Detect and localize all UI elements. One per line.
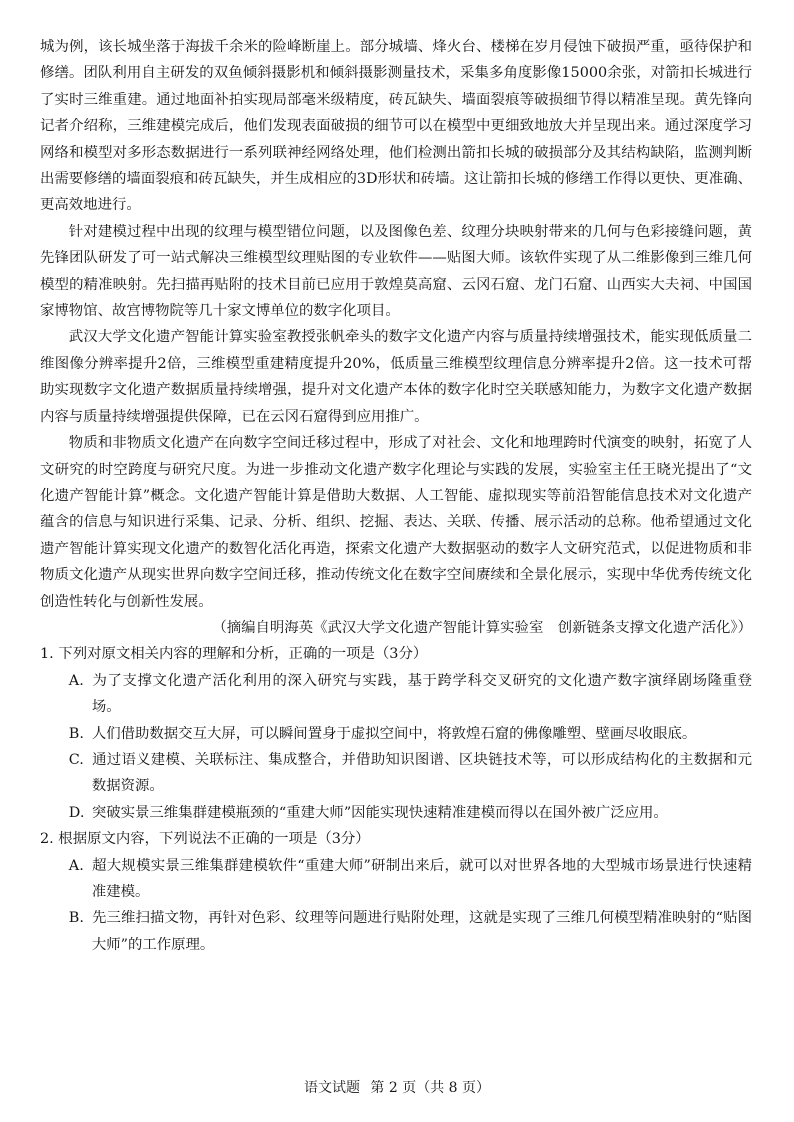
option-text: 为了支撑文化遗产活化利用的深入研究与实践，基于跨学科交叉研究的文化遗产数字演绎剧场隆重登场。 [91,672,752,716]
option-letter: C. [68,751,84,768]
option-text: 先三维扫描文物，再针对色彩、纹理等问题进行贴附处理，这就是实现了三维几何模型精准映射的“贴图大师”的工作原理。 [91,910,752,953]
footer-page-number: 第 2 页（共 8 页） [370,1080,491,1096]
question-1-option-d [69,800,752,826]
option-letter: D. [68,804,85,821]
option-text: 人们借助数据交互大屏，可以瞬间置身于虚拟空间中，将敦煌石窟的佛像雕塑、壁画尽收眼底。 [91,725,697,742]
question-1 [40,641,752,826]
passage-paragraph-2: 针对建模过程中出现的纹理与模型错位问题，以及图像色差、纹理分块映射带来的几何与色彩接缝问题，黄先锋团队研发了可一站式解决三维模型纹理贴图的专业软件——贴图大师。该软件实现了从二维影像到三维几何模型的精准映射。先扫描再贴附的技术目前已应用于敦煌莫高窟、云冈石窟、龙门石窟、山西实大夫祠、中国国家博物馆、故宫博物院等几十家文博单位的数字化项目。 [40,223,752,320]
passage-source-citation: （摘编自明海英《武汉大学文化遗产智能计算实验室 创新链条支撑文化遗产活化》） [212,619,752,636]
passage-paragraph-1: 城为例，该长城坐落于海拔千余米的险峰断崖上。部分城墙、烽火台、楼梯在岁月侵蚀下破损严重，亟待保护和修缮。团队利用自主研发的双鱼倾斜摄影机和倾斜摄影测量技术，采集多角度影像15000余张，对箭扣长城进行了实时三维重建。通过地面补拍实现局部毫米级精度，砖瓦缺失、墙面裂痕等破损细节得以精准呈现。黄先锋向记者介绍称，三维建模完成后，他们发现表面破损的细节可以在模型中更细致地放大并呈现出来。通过深度学习网络和模型对多形态数据进行一系列联神经网络处理，他们检测出箭扣长城的破损部分及其结构缺陷，监测判断出需要修缮的墙面裂痕和砖瓦缺失，并生成相应的3D形状和砖墙。这让箭扣长城的修缮工作得以更快、更准确、更高效地进行。 [40,39,752,214]
option-letter: A. [68,857,84,874]
question-2-option-a [69,853,752,906]
question-1-option-a [69,668,752,721]
option-text: 通过语义建模、关联标注、集成整合，并借助知识图谱、区块链技术等，可以形成结构化的主数据和元数据资源。 [91,751,752,795]
option-letter: B. [68,725,84,742]
option-text: 超大规模实景三维集群建模软件“重建大师”研制出来后，就可以对世界各地的大型城市场景进行快速精准建模。 [91,857,752,900]
footer-subject: 语文试题 [303,1080,360,1096]
passage-paragraph-3: 武汉大学文化遗产智能计算实验室教授张帆牵头的数字文化遗产内容与质量持续增强技术，能实现低质量二维图像分辨率提升2倍，三维模型重建精度提升20%，低质量三维模型纹理信息分辨率提升2倍。这一技术可帮助实现数字文化遗产数据质量持续增强，提升对文化遗产本体的数字化时空关联感知能力，为数字文化遗产数据内容与质量持续增强提供保障，已在云冈石窟得到应用推广。 [40,329,752,425]
reading-passage [40,34,752,641]
option-letter: B. [68,910,84,927]
question-1-stem: 1. 下列对原文相关内容的理解和分析，正确的一项是（3分） [40,646,428,663]
option-letter: A. [68,672,84,689]
question-2-option-b [69,905,752,958]
question-1-option-b [69,721,752,747]
page-footer [0,1078,794,1098]
question-2 [40,826,752,958]
question-2-stem: 2. 根据原文内容，下列说法不正确的一项是（3分） [40,831,370,848]
exam-page-body [40,34,752,958]
option-text: 突破实景三维集群建模瓶颈的“重建大师”因能实现快速精准建模而得以在国外被广泛应用。 [91,804,668,821]
passage-paragraph-4: 物质和非物质文化遗产在向数字空间迁移过程中，形成了对社会、文化和地理跨时代演变的映射，拓宽了人文研究的时空跨度与研究尺度。为进一步推动文化遗产数字化理论与实践的发展，实验室主任王晓光提出了“文化遗产智能计算”概念。文化遗产智能计算是借助大数据、人工智能、虚拟现实等前沿智能信息技术对文化遗产蕴含的信息与知识进行采集、记录、分析、组织、挖掘、表达、关联、传播、展示活动的总称。他希望通过文化遗产智能计算实现文化遗产的数智化活化再造，探索文化遗产大数据驱动的数字人文研究范式，以促进物质和非物质文化遗产从现实世界向数字空间迁移，推动传统文化在数字空间赓续和全景化展示，实现中华优秀传统文化创造性转化与创新性发展。 [40,435,752,610]
question-1-option-c [69,747,752,800]
